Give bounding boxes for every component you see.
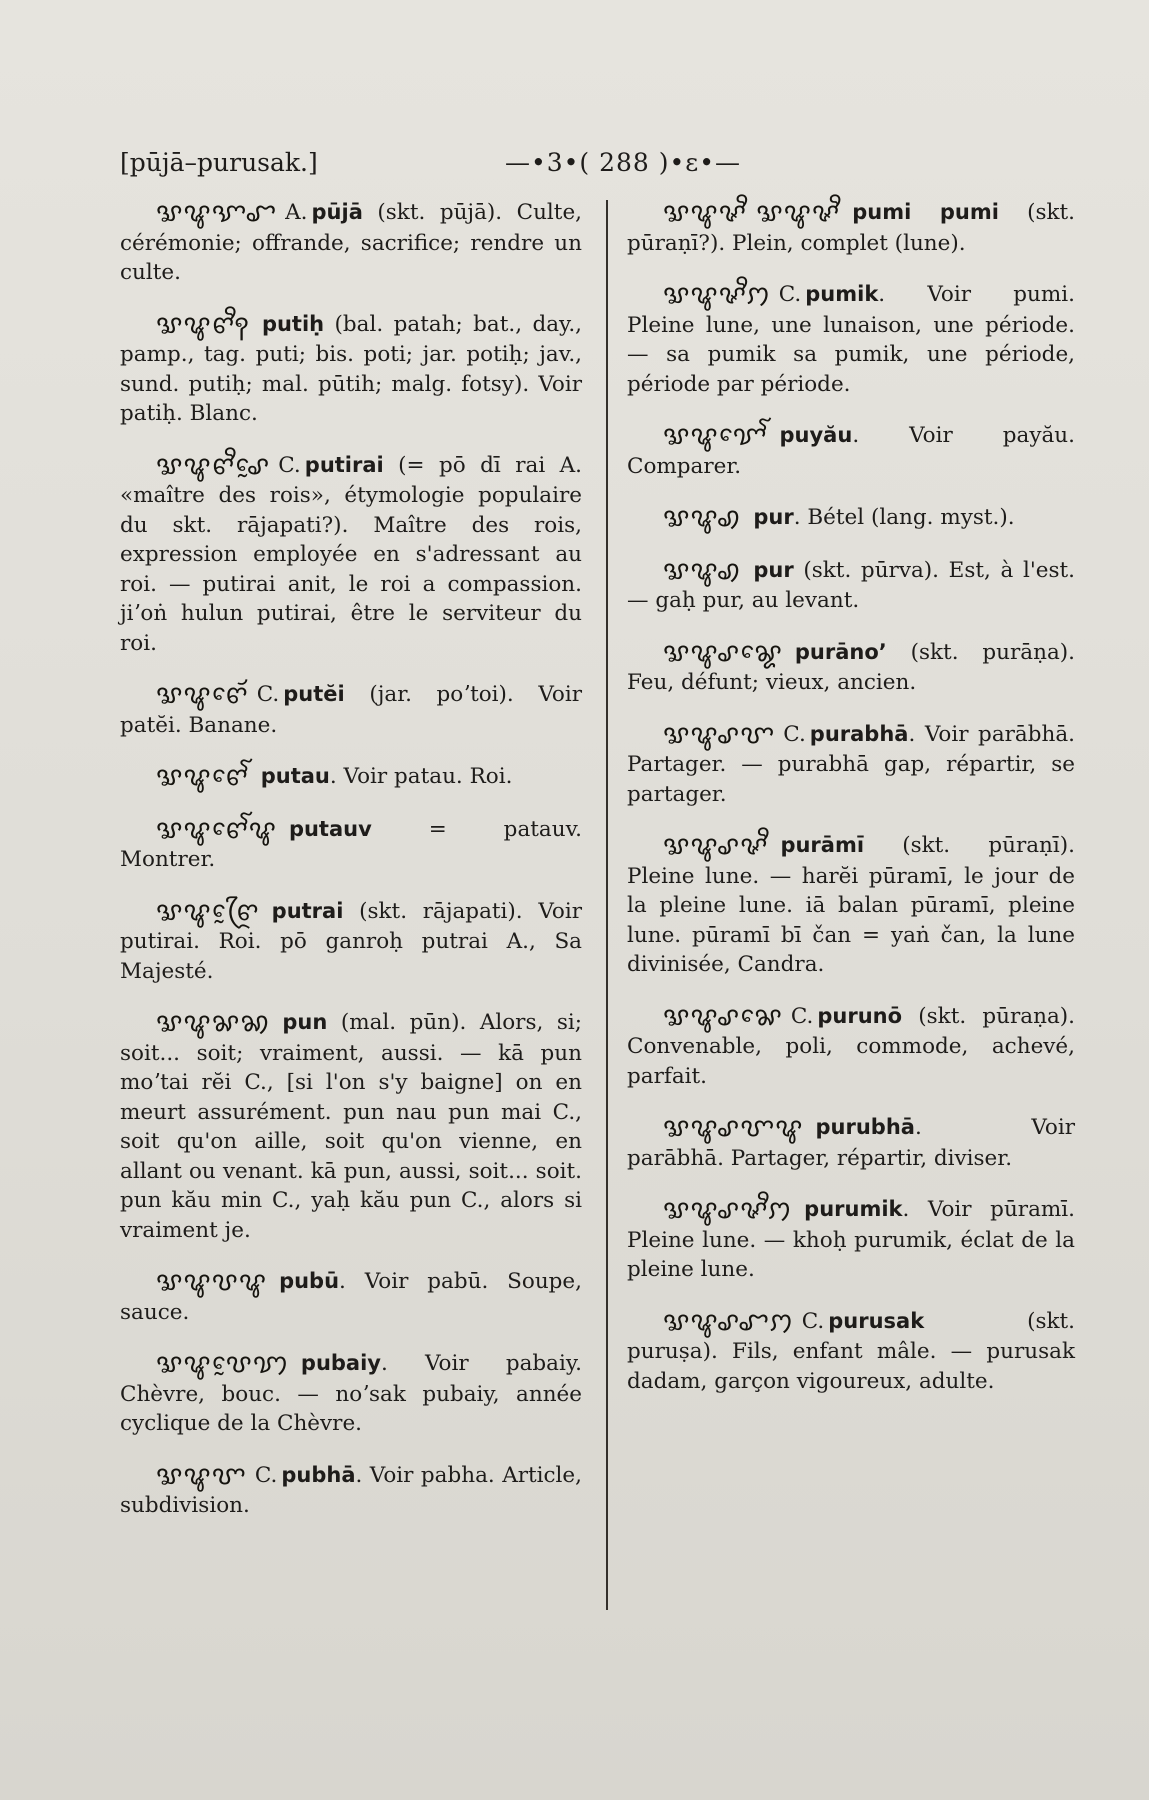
definition: . Voir pabū. Soupe, sauce. — [120, 1269, 582, 1325]
cham-script-glyph: ꨛꨥꨓꨪꨣꨰ — [156, 450, 271, 481]
headword: purabhā — [809, 721, 909, 746]
dictionary-entry — [627, 720, 1075, 810]
headword: purāmī — [780, 833, 865, 857]
cham-script-glyph: ꨛꨥꨎꨧ — [156, 198, 278, 228]
definition: (bal. patah; bat., day., pamp., tag. puti; bis. poti; jar. potiḥ; jav., sund. putiḥ; mal. pūtih; malg. fotsy). Voir patiḥ. Blanc. — [120, 311, 582, 426]
headword: pūjā — [311, 200, 363, 224]
column-divider — [606, 200, 608, 1610]
cham-script-glyph: ꨛꨥꨢꨯꨱ — [663, 421, 768, 451]
page-number: —•3•( 288 )•ε•— — [505, 148, 741, 177]
headword: pur — [753, 505, 794, 529]
definition: . Bétel (lang. myst.). — [793, 505, 1015, 530]
definition: = patauv. Montrer. — [120, 816, 582, 872]
cham-script-glyph: ꨛꨥꨝꨥ — [156, 1267, 268, 1297]
dialect-tag: C. — [801, 1308, 825, 1334]
definition: . Voir parābhā. Partager, répartir, diviser. — [627, 1115, 1075, 1171]
dictionary-entry — [627, 831, 1075, 980]
headword: putĕi — [283, 682, 345, 706]
headword: puyău — [779, 423, 853, 447]
dialect-tag: C. — [256, 682, 280, 707]
cham-script-glyph: ꨛꨥꨣꨞꨥ — [663, 1113, 804, 1143]
dictionary-entry — [120, 815, 582, 875]
headword: pur — [753, 557, 794, 582]
dictionary-entry — [627, 1307, 1075, 1397]
dictionary-entry — [120, 680, 582, 740]
dialect-tag: C. — [278, 452, 301, 478]
definition: . Voir parābhā. Partager. — purabhā gap, répartir, se partager. — [627, 721, 1075, 807]
headword: purānoʼ — [794, 639, 887, 664]
cham-script-glyph: ꨛꨥꨣꨗꨯ — [663, 1001, 783, 1032]
definition: . Voir patau. Roi. — [329, 764, 513, 789]
definition: (jar. poʼtoi). Voir patĕi. Banane. — [120, 682, 582, 738]
cham-script-glyph: ꨛꨥꩉ — [663, 503, 742, 533]
cham-script-glyph: ꨛꨥꨓꨴꨰ — [156, 896, 260, 927]
dictionary-entry — [120, 451, 582, 659]
definition: (mal. pūn). Alors, si; soit... soit; vraiment, aussi. — kā pun moʼtai rĕi C., [si l'on s'y baigne] on en meurt assurément. pun nau pun mai C., soit qu'on aille, soit qu'on vienne, en allant ou venant. kā pun, aussi, soit... soit. pun kău min C., yaḥ kău pun C., alors si vraiment je. — [120, 1010, 582, 1243]
dictionary-entry — [120, 198, 582, 288]
dictionary-entry — [627, 638, 1075, 698]
dictionary-entry — [120, 897, 582, 987]
running-head: [pūjā–purusak.] — [120, 148, 318, 177]
headword: pubhā — [281, 1462, 356, 1487]
cham-script-glyph: ꨛꨥꨗꩆ — [156, 1008, 271, 1038]
cham-script-glyph: ꨛꨥꨣꨟꨪ — [663, 831, 769, 861]
dialect-tag: C. — [254, 1462, 278, 1488]
definition: (= pō dī rai A. «maître des rois», étymologie populaire du skt. rājapati?). Maître des rois, expression employée en s'adressant au roi. — putirai anit, le roi a compassion. jiʼoṅ hulun putirai, être le serviteur du roi. — [120, 452, 582, 656]
left-column — [120, 198, 582, 1543]
headword: purunō — [817, 1003, 903, 1028]
headword: pubū — [279, 1269, 340, 1293]
dictionary-entry — [627, 556, 1075, 616]
headword: putrai — [271, 898, 344, 923]
definition: . Voir pabha. Article, subdivision. — [120, 1462, 582, 1518]
definition: (skt. pūraṇa). Convenable, poli, commode, achevé, parfait. — [627, 1003, 1075, 1089]
cham-script-glyph: ꨛꨥꨓꨪꩍ — [156, 309, 250, 340]
headword: putau — [260, 764, 330, 788]
right-column — [627, 198, 1075, 1418]
definition: . Voir payău. Comparer. — [627, 423, 1075, 479]
dialect-tag: C. — [790, 1003, 814, 1029]
dictionary-entry — [120, 1461, 582, 1521]
page-header — [120, 148, 1029, 188]
headword: putauv — [288, 816, 372, 841]
cham-script-glyph: ꨛꨥꨓꨯꨱ — [156, 762, 249, 792]
headword: purubhā — [815, 1115, 915, 1139]
definition: (skt. pūraṇī?). Plein, complet (lune). — [627, 200, 1075, 256]
definition: (skt. rājapati). Voir putirai. Roi. pō ganroḥ putrai A., Sa Majesté. — [120, 898, 582, 984]
cham-script-glyph: ꨛꨥꨣꨞ — [663, 719, 776, 750]
headword: purumik — [804, 1197, 903, 1221]
dialect-tag: A. — [285, 200, 308, 225]
definition: (skt. pūraṇī). Pleine lune. — harĕi pūramī, le jour de la pleine lune. iā balan pūramī, pleine lune. pūramī bī čan = yaṅ čan, la lune divinisée, Candra. — [627, 833, 1075, 977]
dictionary-entry — [627, 503, 1075, 534]
cham-script-glyph: ꨛꨥꨟꨪꩀ — [663, 280, 771, 310]
definition: (skt. pūjā). Culte, cérémonie; offrande, sacrifice; rendre un culte. — [120, 200, 583, 285]
cham-script-glyph: ꨛꨥꨞ — [156, 1460, 247, 1491]
headword: pumik — [805, 282, 879, 306]
dictionary-entry — [627, 421, 1075, 481]
headword: pun — [282, 1010, 328, 1034]
cham-script-glyph: ꨛꨥꨓꨯꨱꨥ — [156, 814, 277, 845]
dictionary-entry — [120, 1267, 582, 1327]
headword: pumi pumi — [852, 200, 999, 224]
dictionary-entry — [627, 1113, 1075, 1173]
definition: . Voir pumi. Pleine lune, une lunaison, une période. — sa pumik sa pumik, une période, période par période. — [627, 282, 1075, 397]
definition: (skt. purāṇa). Feu, défunt; vieux, ancien. — [627, 639, 1075, 695]
headword: purusak — [828, 1308, 925, 1333]
headword: putiḥ — [261, 311, 325, 336]
definition: (skt. puruṣa). Fils, enfant mâle. — purusak dadam, garçon vigoureux, adulte. — [627, 1308, 1075, 1394]
dictionary-entry — [627, 1002, 1075, 1092]
cham-script-glyph: ꨛꨥꨓꨯꨮ — [156, 680, 249, 710]
dictionary-entry — [120, 762, 582, 793]
dialect-tag: C. — [778, 282, 802, 307]
dictionary-entry — [120, 1349, 582, 1439]
headword: putirai — [304, 452, 384, 477]
cham-script-glyph: ꨛꨥꨝꨰꩈ — [156, 1349, 289, 1379]
dictionary-entry — [627, 280, 1075, 399]
dictionary-entry — [627, 1195, 1075, 1285]
dialect-tag: C. — [783, 721, 806, 747]
dictionary-entry — [120, 1008, 582, 1245]
definition: . Voir pabaiy. Chèvre, bouc. — noʼsak pubaiy, année cyclique de la Chèvre. — [120, 1351, 582, 1436]
cham-script-glyph: ꨛꨥꨣꨘꨯ — [663, 637, 783, 668]
definition: (skt. pūrva). Est, à l'est. — gaḥ pur, au levant. — [627, 557, 1075, 613]
dictionary-entry — [120, 310, 582, 429]
cham-script-glyph: ꨛꨥꨣꨟꨪꩀ — [663, 1195, 793, 1225]
cham-script-glyph: ꨛꨥꨟꨪ ꨛꨥꨟꨪ — [663, 198, 841, 228]
headword: pubaiy — [300, 1351, 381, 1375]
dictionary-entry — [627, 198, 1075, 258]
cham-script-glyph: ꨛꨥꩉ — [663, 555, 742, 586]
cham-script-glyph: ꨛꨥꨣꨧꩀ — [663, 1306, 794, 1337]
definition: . Voir pūramī. Pleine lune. — khoḥ purumik, éclat de la pleine lune. — [627, 1197, 1075, 1282]
